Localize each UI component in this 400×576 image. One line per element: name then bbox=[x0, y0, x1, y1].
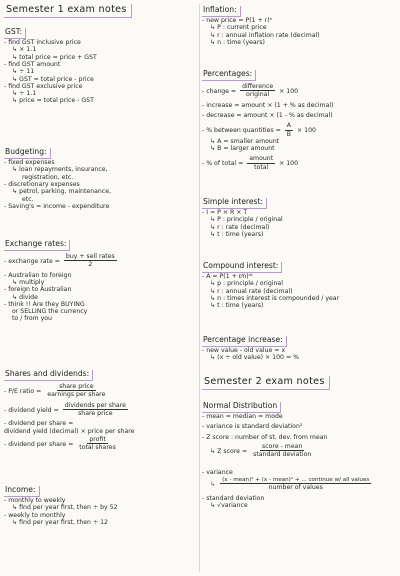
variance-label: - variance bbox=[202, 468, 233, 476]
budgeting-line: - Saving's = income - expenditure bbox=[4, 202, 110, 210]
percentage-line: - decrease = amount × (1 - % as decimal) bbox=[202, 111, 333, 119]
exchange-line: ↳ divide bbox=[12, 293, 38, 301]
compound-interest-line: - A = P(1 + r⁄n)ⁿᵗ bbox=[202, 272, 253, 280]
income-line: ↳ find per year first, then ÷ by 52 bbox=[12, 504, 118, 512]
budgeting-line: registration, etc. bbox=[22, 173, 74, 181]
pe-ratio-prefix: - P/E ratio = bbox=[4, 387, 42, 395]
standard-deviation-line: ↳ √variance bbox=[210, 502, 248, 510]
income-line: - monthly to weekly bbox=[4, 496, 66, 504]
gst-line: ↳ ÷ 1.1 bbox=[12, 90, 37, 98]
compound-interest-line: ↳ p : principle / original bbox=[210, 280, 283, 288]
gst-line: ↳ price = total price - GST bbox=[12, 97, 94, 105]
dividend-per-share-formula bbox=[4, 436, 198, 452]
budgeting-line: ↳ loan repayments, insurance, bbox=[12, 166, 108, 174]
shares-dividends-heading: Shares and dividends: bbox=[4, 370, 93, 381]
simple-interest-line: ↳ r : rate (decimal) bbox=[210, 223, 270, 231]
percentage-increase-line: - new value - old value = x bbox=[202, 346, 286, 354]
gst-line: - find GST exclusive price bbox=[4, 82, 83, 90]
exchange-rates-section bbox=[4, 240, 198, 323]
change-formula bbox=[202, 83, 396, 99]
budgeting-line: - fixed expenses bbox=[4, 158, 55, 166]
exchange-line: ↳ multiply bbox=[12, 278, 45, 286]
simple-interest-line: ↳ P : principle / original bbox=[210, 216, 283, 224]
between-denominator: B bbox=[286, 130, 292, 138]
compound-interest-line: ↳ r : annual rate (decimal) bbox=[210, 287, 293, 295]
semester-1-title: Semester 1 exam notes bbox=[4, 4, 132, 18]
pe-ratio-denominator: earnings per share bbox=[47, 391, 106, 399]
change-numerator: difference bbox=[242, 82, 274, 90]
dividend-yield-prefix: - dividend yield = bbox=[4, 406, 59, 414]
percentage-increase-section bbox=[202, 336, 396, 362]
gst-heading: GST: bbox=[4, 28, 26, 39]
inflation-line: ↳ r : annual inflation rate (decimal) bbox=[210, 31, 320, 39]
exchange-line: - foreign to Australian bbox=[4, 286, 72, 294]
normal-distribution-section bbox=[202, 402, 396, 509]
percentages-heading: Percentages: bbox=[202, 70, 256, 81]
gst-line: ↳ total price = price + GST bbox=[12, 53, 97, 61]
normal-distribution-heading: Normal Distribution bbox=[202, 402, 281, 413]
percentage-line: - increase = amount × (1 + % as decimal) bbox=[202, 101, 334, 109]
gst-section bbox=[4, 28, 198, 105]
gst-line: - find GST amount bbox=[4, 60, 61, 68]
dividend-yield-denominator: share price bbox=[78, 409, 113, 417]
exchange-rate-numerator: buy + sell rates bbox=[65, 252, 115, 260]
variance-numerator: (x - mean)² + (x - mean)² + ... continue w/ all values bbox=[222, 476, 370, 483]
standard-deviation-label: - standard deviation bbox=[202, 494, 265, 502]
exchange-rate-prefix: - exchange rate = bbox=[4, 257, 60, 265]
gst-line: ↳ GST = total price - price bbox=[12, 75, 94, 83]
dividend-line: - dividend per share = bbox=[4, 420, 74, 428]
exchange-rate-denominator: 2 bbox=[88, 261, 93, 269]
change-prefix: - change = bbox=[202, 87, 237, 95]
semester-2-title-block bbox=[202, 376, 396, 390]
income-line: ↳ find per year first, then ÷ 12 bbox=[12, 518, 108, 526]
z-score-formula bbox=[202, 443, 396, 459]
variance-formula: ↳ $\frac{\text{(x - mean)² + (x - mean)² + ... continue w/ all values}}{\text{number of values}}$ bbox=[210, 476, 370, 492]
pe-ratio-formula bbox=[4, 383, 198, 399]
inflation-section bbox=[202, 6, 396, 46]
percentage-increase-heading: Percentage increase: bbox=[202, 336, 287, 347]
normal-line: - variance is standard deviation² bbox=[202, 423, 303, 431]
change-suffix: × 100 bbox=[279, 87, 299, 95]
normal-line: - Z score : number of st. dev. from mean bbox=[202, 433, 328, 441]
budgeting-line: ↳ petrol, parking, maintenance, bbox=[12, 188, 112, 196]
compound-interest-heading: Compound interest: bbox=[202, 262, 282, 273]
simple-interest-line: ↳ t : time (years) bbox=[210, 230, 264, 238]
budgeting-line: etc. bbox=[22, 195, 34, 203]
dividend-yield-numerator: dividends per share bbox=[64, 401, 126, 409]
exchange-rates-heading: Exchange rates: bbox=[4, 240, 70, 251]
total-suffix: × 100 bbox=[279, 160, 299, 168]
between-numerator: A bbox=[286, 122, 292, 130]
semester-1-title-block bbox=[4, 4, 198, 18]
income-heading: Income: bbox=[4, 486, 40, 497]
z-score-prefix: ↳ Z score = bbox=[210, 447, 248, 455]
exchange-line: - think !! Are they BUYING bbox=[4, 300, 85, 308]
compound-interest-section bbox=[202, 262, 396, 310]
z-score-numerator: score - mean bbox=[262, 442, 303, 450]
compound-interest-line: ↳ t : time (years) bbox=[210, 302, 264, 310]
dividend-yield-formula bbox=[4, 402, 198, 418]
pe-ratio-numerator: share price bbox=[59, 382, 94, 390]
exchange-rate-formula bbox=[4, 253, 198, 269]
total-prefix: - % of total = bbox=[202, 160, 244, 168]
inflation-heading: Inflation: bbox=[202, 6, 241, 17]
exchange-line: to / from you bbox=[12, 315, 52, 323]
gst-line: ↳ × 1.1 bbox=[12, 46, 37, 54]
z-score-denominator: standard deviation bbox=[253, 451, 312, 459]
budgeting-heading: Budgeting: bbox=[4, 148, 51, 159]
normal-line: - mean = median = mode bbox=[202, 412, 283, 420]
dividend-line: dividend yield (decimal) × price per share bbox=[4, 427, 135, 435]
total-numerator: amount bbox=[249, 155, 274, 163]
exchange-line: or SELLING the currency bbox=[12, 308, 88, 316]
between-suffix: × 100 bbox=[297, 127, 316, 135]
percentage-line: ↳ A = smaller amount bbox=[210, 137, 280, 145]
inflation-line: ↳ n : time (years) bbox=[210, 38, 265, 46]
percent-of-total-formula bbox=[202, 155, 396, 171]
dividend-per-share-denominator: total shares bbox=[79, 444, 116, 452]
variance-denominator: number of values bbox=[268, 484, 323, 492]
simple-interest-section bbox=[202, 198, 396, 238]
dividend-per-share-prefix: - dividend per share = bbox=[4, 440, 74, 448]
gst-line: ↳ ÷ 11 bbox=[12, 68, 35, 76]
simple-interest-line: - I = P × R × T bbox=[202, 208, 248, 216]
exchange-line: - Australian to foreign bbox=[4, 271, 72, 279]
shares-dividends-section bbox=[4, 370, 198, 451]
budgeting-section bbox=[4, 148, 198, 210]
dividend-per-share-numerator: profit bbox=[89, 435, 106, 443]
inflation-line: - new price = P(1 + r)ⁿ bbox=[202, 16, 273, 24]
gst-line: - find GST inclusive price bbox=[4, 38, 81, 46]
percentage-line: ↳ B = larger amount bbox=[210, 145, 275, 153]
income-section bbox=[4, 486, 198, 526]
budgeting-line: - discretionary expenses bbox=[4, 180, 80, 188]
between-quantities-formula bbox=[202, 122, 396, 138]
compound-interest-line: ↳ n : times interest is compounded / year bbox=[210, 294, 340, 302]
semester-2-title: Semester 2 exam notes bbox=[202, 376, 330, 390]
between-prefix: - % between quantities = bbox=[202, 127, 281, 135]
percentages-section bbox=[202, 70, 396, 171]
column-divider bbox=[199, 4, 200, 572]
inflation-line: ↳ P : current price bbox=[210, 24, 267, 32]
total-denominator: total bbox=[254, 163, 269, 171]
percentage-increase-line: ↳ (x ÷ old value) × 100 = % bbox=[210, 354, 299, 362]
income-line: - weekly to monthly bbox=[4, 511, 66, 519]
change-denominator: original bbox=[246, 91, 270, 99]
simple-interest-heading: Simple interest: bbox=[202, 198, 267, 209]
